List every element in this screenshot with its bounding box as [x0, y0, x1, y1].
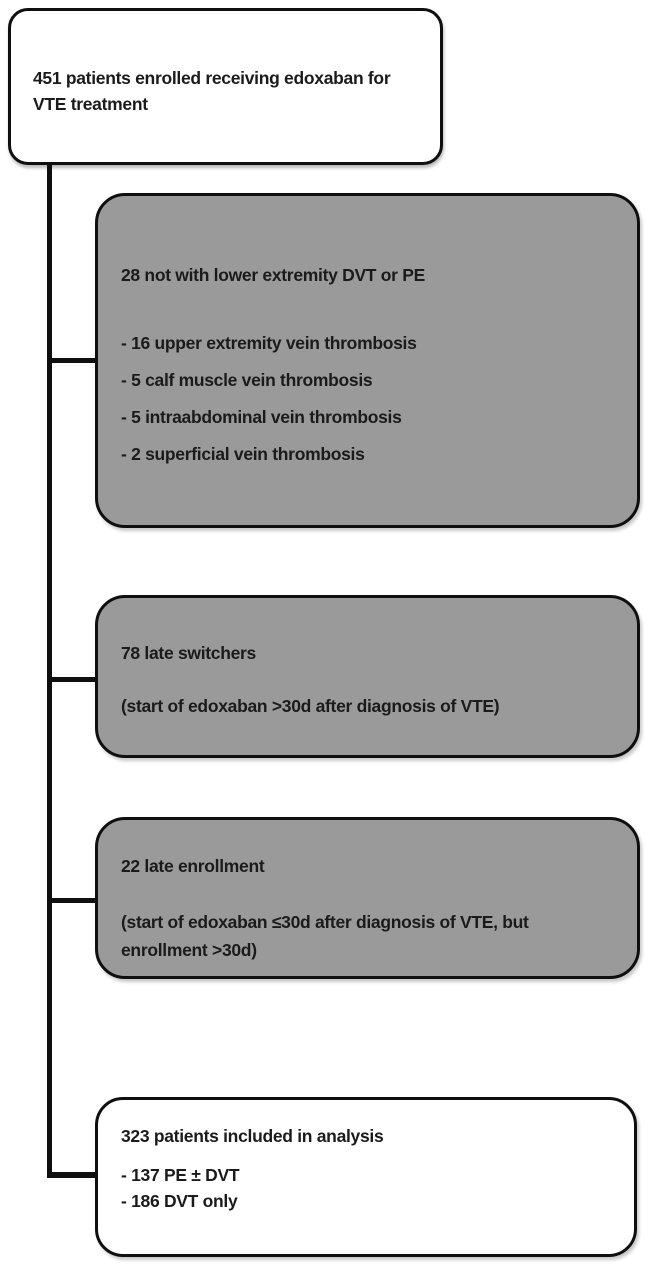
exclusion-1-title: 28 not with lower extremity DVT or PE	[121, 265, 425, 285]
analysis-title: 323 patients included in analysis	[121, 1126, 384, 1146]
exclusion-2-title: 78 late switchers	[121, 643, 256, 663]
exclusion-1-list	[121, 330, 615, 467]
connector-trunk-line	[47, 164, 52, 1178]
flow-box-not-lower-extremity-dvt-pe	[95, 193, 640, 528]
flow-box-enrolled	[8, 8, 443, 165]
flow-box-included-analysis	[95, 1097, 637, 1257]
list-item-intraabdominal: - 5 intraabdominal vein thrombosis	[121, 407, 402, 427]
list-item-superficial: - 2 superficial vein thrombosis	[121, 444, 365, 464]
exclusion-2-note	[121, 693, 615, 719]
connector-elbow-analysis	[47, 1172, 96, 1178]
exclusion-3-note-line-1: (start of edoxaban ≤30d after diagnosis of VTE, but	[121, 912, 529, 932]
enrolled-text-line-1: 451 patients enrolled receiving edoxaban for	[33, 68, 391, 88]
analysis-list	[121, 1162, 616, 1214]
exclusion-3-note-line-2: enrollment >30d)	[121, 940, 257, 960]
exclusion-3-note	[121, 908, 615, 964]
list-item-upper-extremity: - 16 upper extremity vein thrombosis	[121, 333, 417, 353]
enrolled-text-line-2: VTE treatment	[33, 94, 148, 114]
list-item-pe-dvt: - 137 PE ± DVT	[121, 1165, 240, 1185]
list-item-calf-muscle: - 5 calf muscle vein thrombosis	[121, 370, 373, 390]
exclusion-2-note-line-1: (start of edoxaban >30d after diagnosis of VTE)	[121, 696, 500, 716]
connector-branch-exclusion-3	[50, 898, 96, 903]
flow-box-late-enrollment	[95, 817, 640, 979]
connector-branch-exclusion-1	[50, 358, 96, 363]
connector-branch-exclusion-2	[50, 677, 96, 682]
list-item-dvt-only: - 186 DVT only	[121, 1191, 238, 1211]
flow-box-late-switchers	[95, 595, 640, 758]
exclusion-3-title: 22 late enrollment	[121, 856, 265, 876]
